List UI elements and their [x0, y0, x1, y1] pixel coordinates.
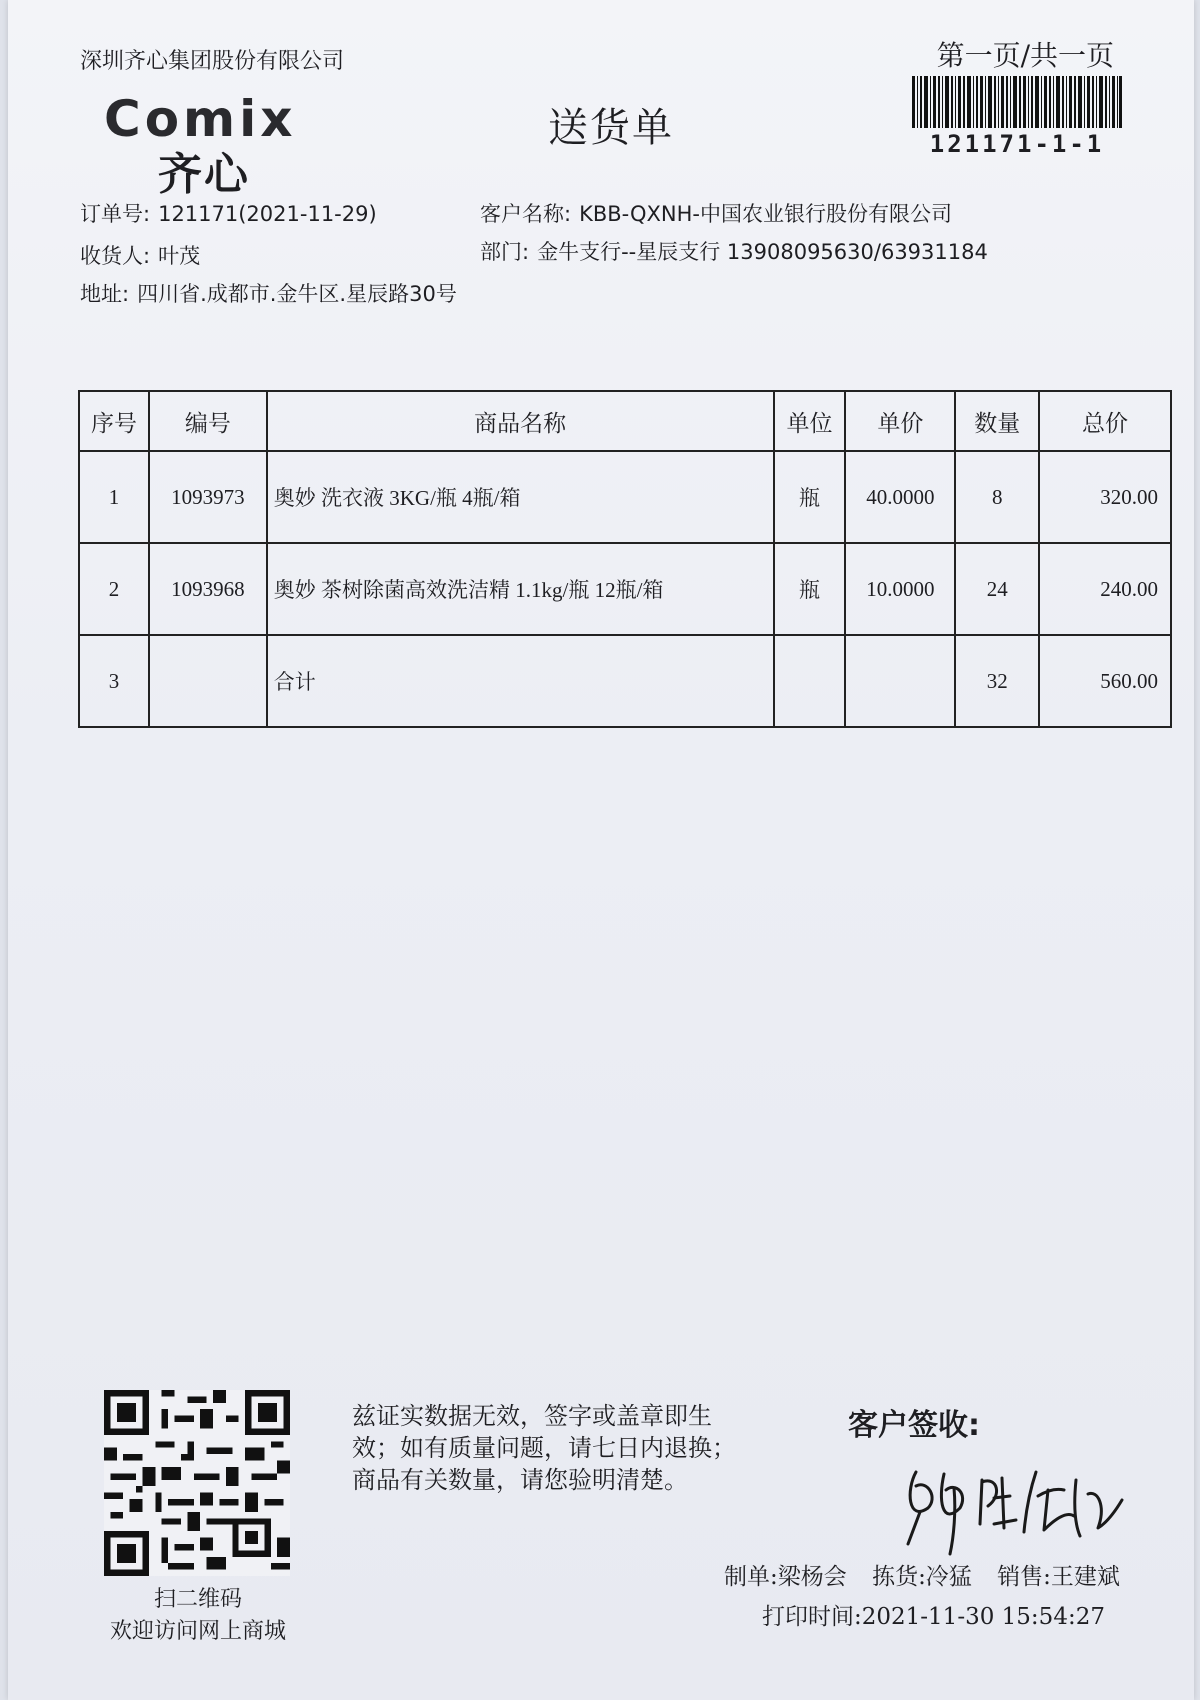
notice-line: 效；如有质量问题，请七日内退换；: [352, 1434, 736, 1462]
order-number: [80, 198, 377, 228]
qr-code-icon: [104, 1390, 290, 1576]
order-number-label: 订单号:: [80, 202, 151, 226]
department-value: 金牛支行--星辰支行 13908095630/63931184: [537, 240, 988, 264]
cell-code: 1093973: [149, 451, 267, 543]
cell-index: 2: [79, 543, 149, 635]
customer-sign-label: 客户签收:: [848, 1408, 980, 1443]
address: [80, 278, 457, 308]
cell-product-name: 奥妙 洗衣液 3KG/瓶 4瓶/箱: [267, 451, 774, 543]
customer-name-value: KBB-QXNH-中国农业银行股份有限公司: [579, 202, 953, 226]
cell-product-name: 合计: [267, 635, 774, 727]
barcode-icon: [912, 76, 1122, 128]
maker: 制单:梁杨会: [724, 1564, 847, 1590]
cell-total: 560.00: [1039, 635, 1171, 727]
table-row: [79, 451, 1171, 543]
cell-unit: 瓶: [774, 451, 846, 543]
order-number-value: 121171(2021-11-29): [158, 202, 377, 226]
staff-line: [724, 1558, 1120, 1591]
print-time: 打印时间:2021-11-30 15:54:27: [762, 1604, 1105, 1630]
handwritten-signature-icon: [898, 1450, 1128, 1560]
page-indicator: 第一页/共一页: [936, 39, 1114, 72]
cell-unit-price: 40.0000: [845, 451, 955, 543]
picker: 拣货:冷猛: [872, 1564, 972, 1590]
table-row: [79, 543, 1171, 635]
company-name: 深圳齐心集团股份有限公司: [80, 49, 345, 74]
document-title: 送货单: [548, 105, 674, 151]
barcode-number: 121171-1-1: [929, 130, 1105, 158]
address-value: 四川省.成都市.金牛区.星辰路30号: [137, 282, 457, 306]
department-label: 部门:: [480, 240, 530, 264]
cell-quantity: 24: [955, 543, 1039, 635]
notice-line: 兹证实数据无效，签字或盖章即生: [352, 1402, 712, 1430]
cell-quantity: 8: [955, 451, 1039, 543]
cell-unit: 瓶: [774, 543, 846, 635]
seller: 销售:王建斌: [997, 1564, 1120, 1590]
delivery-note: [8, 0, 1194, 1700]
cell-unit-price: [845, 635, 955, 727]
header-unit-price: 单价: [845, 391, 955, 451]
svg-text:Comix: Comix: [104, 92, 297, 144]
comix-logo-icon: [104, 92, 324, 144]
cell-code: 1093968: [149, 543, 267, 635]
items-table: [78, 390, 1172, 728]
notice-text: [352, 1400, 762, 1496]
table-header-row: [79, 391, 1171, 451]
consignee-value: 叶茂: [158, 244, 201, 268]
cell-unit: [774, 635, 846, 727]
table-row-total: [79, 635, 1171, 727]
cell-index: 3: [79, 635, 149, 727]
qr-caption-welcome: 欢迎访问网上商城: [109, 1619, 286, 1644]
cell-code: [149, 635, 267, 727]
consignee-label: 收货人:: [80, 244, 151, 268]
department: [480, 236, 988, 266]
cell-total: 320.00: [1039, 451, 1171, 543]
header-unit: 单位: [774, 391, 846, 451]
cell-unit-price: 10.0000: [845, 543, 955, 635]
cell-quantity: 32: [955, 635, 1039, 727]
cell-product-name: 奥妙 茶树除菌高效洗洁精 1.1kg/瓶 12瓶/箱: [267, 543, 774, 635]
cell-total: 240.00: [1039, 543, 1171, 635]
header-total: 总价: [1039, 391, 1171, 451]
customer-name-label: 客户名称:: [480, 202, 572, 226]
qr-caption-scan: 扫二维码: [153, 1587, 242, 1612]
notice-line: 商品有关数量，请您验明清楚。: [352, 1466, 688, 1494]
address-label: 地址:: [80, 282, 130, 306]
consignee: [80, 240, 200, 270]
header-code: 编号: [149, 391, 267, 451]
header-quantity: 数量: [955, 391, 1039, 451]
logo-chinese: 齐心: [158, 149, 250, 200]
header-product-name: 商品名称: [267, 391, 774, 451]
cell-index: 1: [79, 451, 149, 543]
customer-name: [480, 198, 952, 228]
header-index: 序号: [79, 391, 149, 451]
